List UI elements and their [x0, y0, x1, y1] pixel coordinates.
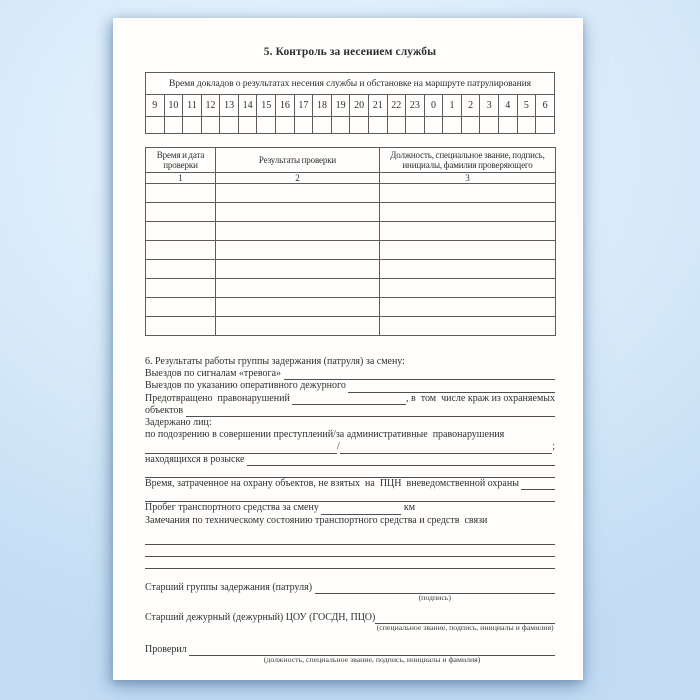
blank-underline — [186, 414, 555, 417]
form-line-text: объектов — [145, 404, 186, 416]
form-line — [145, 515, 555, 527]
form-line-text: по подозрению в совершении преступлений/за административные правонарушения — [145, 429, 505, 441]
blank-underline — [145, 475, 555, 478]
signature-caption: (подпись) — [418, 592, 451, 602]
form-line-text: Время, затраченное на охрану объектов, не взятых на ПЦН вневедомственной охраны — [145, 478, 522, 490]
hour-cell: 4 — [498, 95, 517, 117]
col-number-3: 3 — [380, 173, 556, 184]
report-entry-cell — [331, 117, 350, 134]
remarks-blank-lines — [145, 534, 555, 569]
report-entry-cell — [443, 117, 462, 134]
hour-cell: 15 — [257, 95, 276, 117]
checks-table-cell — [216, 184, 380, 203]
hour-cell: 13 — [220, 95, 239, 117]
signature-label: Проверил — [145, 644, 190, 655]
checks-table — [145, 147, 556, 336]
section5-title: 5. Контроль за несением службы — [263, 46, 437, 58]
form-line — [145, 368, 555, 380]
checks-table-cell — [380, 222, 556, 241]
report-entry-cell — [201, 117, 220, 134]
reports-table-entry-row — [146, 117, 555, 134]
checks-table-cell — [216, 203, 380, 222]
hour-cell: 2 — [461, 95, 480, 117]
form-line — [145, 393, 555, 405]
hour-cell: 10 — [164, 95, 183, 117]
signature-line — [145, 644, 555, 665]
form-line-text: / — [337, 441, 340, 453]
hour-cell: 9 — [146, 95, 165, 117]
form-line — [145, 405, 555, 417]
hour-cell: 19 — [331, 95, 350, 117]
checks-table-cell — [380, 298, 556, 317]
checks-table-cell — [216, 279, 380, 298]
checks-table-row — [146, 222, 556, 241]
section6 — [145, 356, 555, 665]
form-line-text: Выездов по сигналам «тревога» — [145, 368, 284, 380]
blank-underline — [321, 512, 401, 515]
report-entry-cell — [536, 117, 555, 134]
report-entry-cell — [517, 117, 536, 134]
section6-fill-in-lines — [145, 368, 555, 527]
form-line — [145, 490, 555, 502]
report-entry-cell — [406, 117, 425, 134]
blank-underline — [145, 566, 555, 569]
form-line — [145, 417, 555, 429]
checks-table-cell — [380, 184, 556, 203]
report-entry-cell — [480, 117, 499, 134]
checks-table-row — [146, 279, 556, 298]
signature-line — [145, 581, 555, 602]
checks-table-cell — [146, 203, 216, 222]
blank-underline — [145, 542, 555, 545]
report-entry-cell — [183, 117, 202, 134]
checks-table-cell — [146, 184, 216, 203]
checks-table-cell — [216, 260, 380, 279]
checks-table-row — [146, 184, 556, 203]
form-line-text: Пробег транспортного средства за смену — [145, 502, 322, 514]
hour-cell: 14 — [238, 95, 257, 117]
checks-table-cell — [146, 279, 216, 298]
checks-table-cell — [380, 279, 556, 298]
report-entry-cell — [387, 117, 406, 134]
hour-cell: 18 — [313, 95, 332, 117]
remarks-line — [145, 534, 555, 546]
report-entry-cell — [220, 117, 239, 134]
report-entry-cell — [350, 117, 369, 134]
report-entry-cell — [164, 117, 183, 134]
form-line-text: Предотвращено правонарушений — [145, 392, 293, 404]
blank-underline — [284, 377, 555, 380]
form-line-text: Задержано лиц: — [145, 417, 212, 429]
report-entry-cell — [238, 117, 257, 134]
checks-table-row — [146, 298, 556, 317]
hour-cell: 5 — [517, 95, 536, 117]
checks-table-cell — [146, 222, 216, 241]
checks-col-header-time: Время и дата проверки — [146, 148, 216, 173]
remarks-line — [145, 545, 555, 557]
hour-cell: 0 — [424, 95, 443, 117]
checks-col-header-results: Результаты проверки — [216, 148, 380, 173]
signature-line — [145, 611, 555, 632]
hour-cell: 23 — [406, 95, 425, 117]
blank-underline — [145, 554, 555, 557]
checks-table-row — [146, 260, 556, 279]
hour-cell: 16 — [276, 95, 295, 117]
signature-caption: (специальное звание, подпись, инициалы и фамилия) — [376, 623, 554, 632]
reports-table — [145, 72, 555, 134]
form-line — [145, 466, 555, 478]
report-entry-cell — [146, 117, 165, 134]
checks-table-cell — [146, 298, 216, 317]
checks-table-cell — [380, 260, 556, 279]
hour-cell: 6 — [536, 95, 555, 117]
checks-table-row — [146, 203, 556, 222]
blank-underline — [145, 499, 555, 502]
checks-table-cell — [216, 222, 380, 241]
checks-table-numbering-row — [146, 173, 556, 184]
reports-table-header-row — [146, 73, 555, 95]
blank-underline — [521, 487, 555, 490]
report-entry-cell — [257, 117, 276, 134]
signature-block — [145, 581, 555, 665]
hour-cell: 1 — [443, 95, 462, 117]
checks-table-cell — [146, 241, 216, 260]
form-line-text: находящихся в розыске — [145, 453, 247, 465]
checks-table-cell — [146, 317, 216, 336]
hour-cell: 3 — [480, 95, 499, 117]
form-line — [145, 429, 555, 441]
hour-cell: 20 — [350, 95, 369, 117]
col-number-1: 1 — [146, 173, 216, 184]
report-entry-cell — [294, 117, 313, 134]
report-entry-cell — [424, 117, 443, 134]
checks-table-row — [146, 317, 556, 336]
report-entry-cell — [313, 117, 332, 134]
report-entry-cell — [276, 117, 295, 134]
hour-cell: 12 — [201, 95, 220, 117]
form-line — [145, 380, 555, 392]
report-entry-cell — [461, 117, 480, 134]
hour-cell: 21 — [368, 95, 387, 117]
checks-table-row — [146, 241, 556, 260]
form-line — [145, 441, 555, 453]
hour-cell: 22 — [387, 95, 406, 117]
checks-table-cell — [146, 260, 216, 279]
form-line-text: Выездов по указанию оперативного дежурного — [145, 380, 349, 392]
checks-table-cell — [380, 317, 556, 336]
blank-underline — [340, 451, 552, 454]
blank-underline — [292, 402, 406, 405]
reports-table-header: Время докладов о результатах несения службы и обстановке на маршруте патрулирования — [146, 73, 555, 95]
signature-underline — [315, 591, 555, 602]
checks-table-cell — [216, 298, 380, 317]
report-entry-cell — [498, 117, 517, 134]
blank-underline — [348, 390, 555, 393]
signature-label: Старший группы задержания (патруля) — [145, 581, 315, 593]
hour-cell: 17 — [294, 95, 313, 117]
checks-table-header-row — [146, 148, 556, 173]
blank-underline — [145, 451, 337, 454]
form-line-text: Замечания по техническому состоянию транспортного средства и средств связи — [145, 514, 488, 526]
checks-table-cell — [380, 241, 556, 260]
reports-table-hours-row — [146, 95, 555, 117]
checks-table-cell — [380, 203, 556, 222]
signature-underline — [189, 653, 555, 665]
report-entry-cell — [368, 117, 387, 134]
form-line-text: ; — [552, 441, 555, 453]
form-line-text: км — [401, 502, 416, 514]
form-line — [145, 478, 555, 490]
checks-table-cell — [216, 317, 380, 336]
signature-underline — [375, 621, 555, 632]
hour-cell: 11 — [183, 95, 202, 117]
document-page — [113, 18, 583, 680]
remarks-line — [145, 557, 555, 569]
checks-table-cell — [216, 241, 380, 260]
blank-underline — [247, 463, 555, 466]
form-line-text: , в том числе краж из охраняемых — [406, 392, 555, 404]
signature-label: Старший дежурный (дежурный) ЦОУ (ГОСДН, ПЦО) — [145, 611, 376, 623]
section6-title: 6. Результаты работы группы задержания (патруля) за смену: — [145, 356, 405, 367]
form-line — [145, 502, 555, 514]
signature-caption: (должность, специальное звание, подпись, инициалы и фамилия) — [263, 655, 481, 665]
col-number-2: 2 — [216, 173, 380, 184]
form-line — [145, 454, 555, 466]
checks-col-header-official: Должность, специальное звание, подпись, инициалы, фамилия проверяющего — [380, 148, 556, 173]
